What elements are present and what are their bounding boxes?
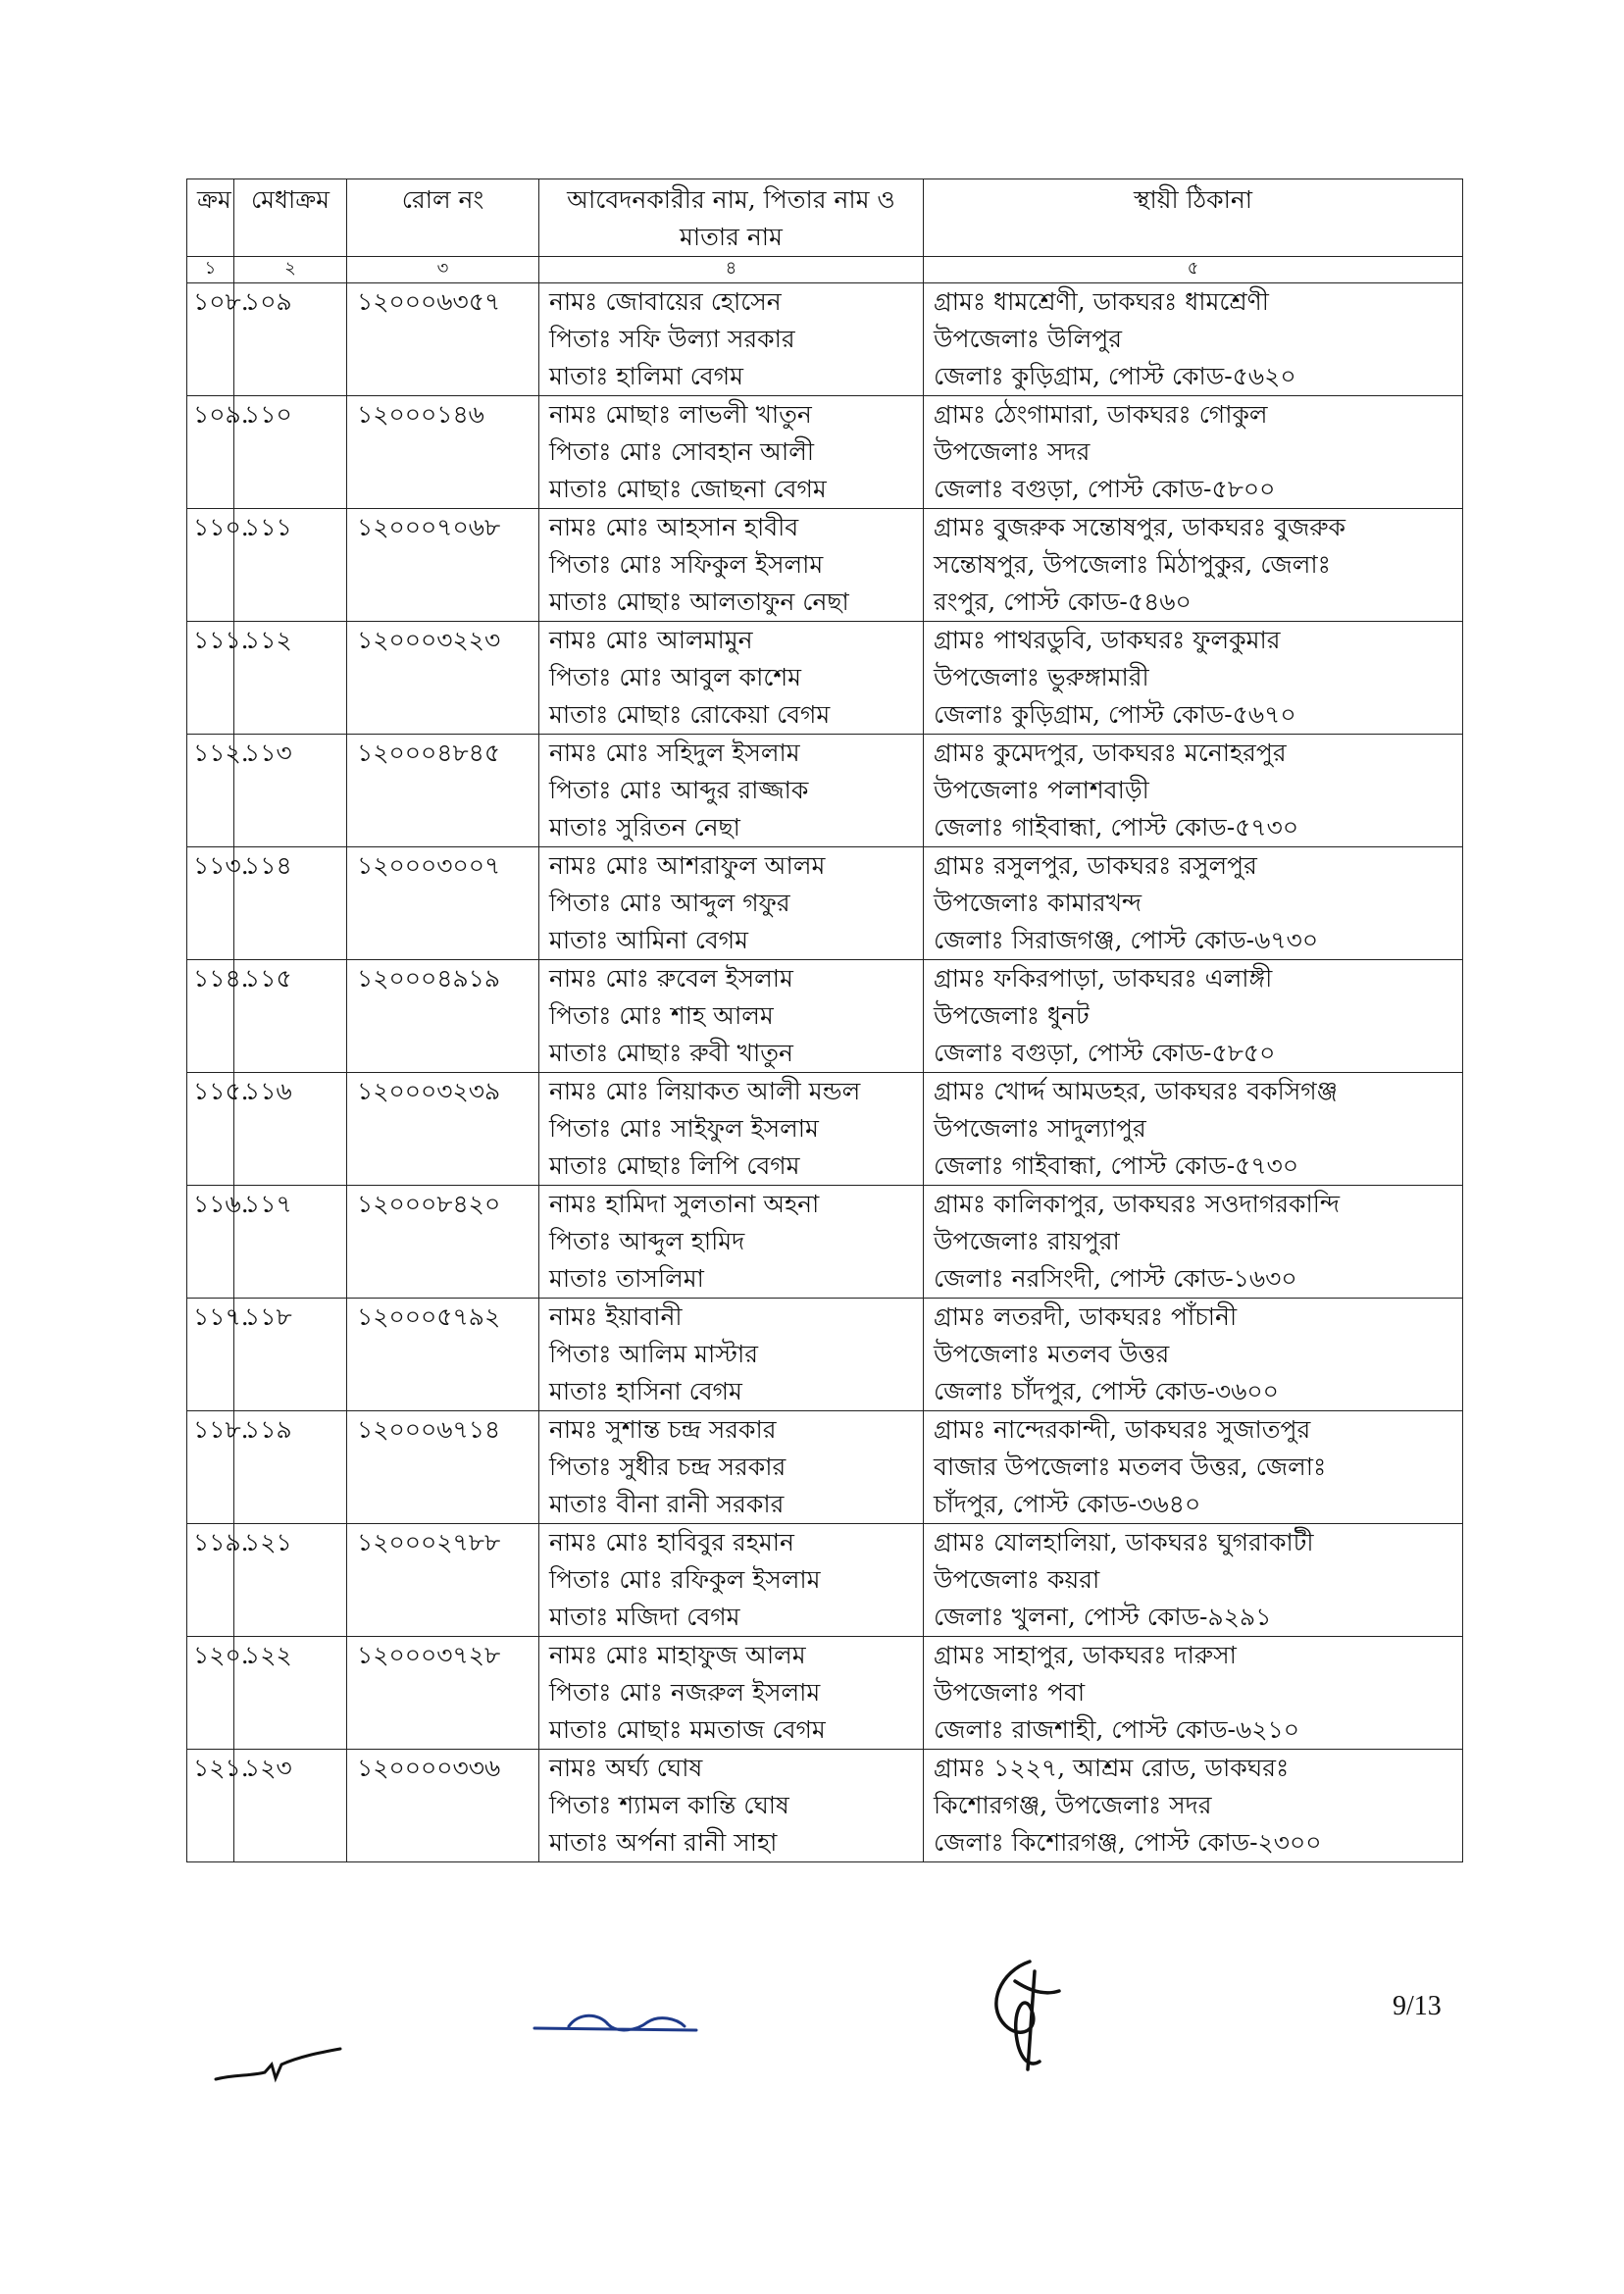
name-cell-line: মাতাঃ মোছাঃ লিপি বেগম xyxy=(549,1151,800,1180)
roll-cell-line: ১২০০০৩২৩৯ xyxy=(357,1077,501,1105)
address-cell-line: জেলাঃ রাজশাহী, পোস্ট কোড-৬২১০ xyxy=(934,1715,1299,1744)
serial-cell xyxy=(187,396,249,509)
column-number: ৫ xyxy=(924,257,1463,283)
merit-cell xyxy=(234,396,347,509)
address-cell xyxy=(924,960,1463,1073)
address-cell-line: সন্তোষপুর, উপজেলাঃ মিঠাপুকুর, জেলাঃ xyxy=(934,550,1331,579)
roll-cell xyxy=(347,1637,539,1750)
address-cell xyxy=(924,1073,1463,1186)
applicant-table xyxy=(186,178,1463,1862)
address-cell-line: জেলাঃ গাইবান্ধা, পোস্ট কোড-৫৭৩০ xyxy=(934,813,1299,841)
table-row xyxy=(187,1186,1463,1299)
column-number: ২ xyxy=(234,257,347,283)
column-number: ১ xyxy=(187,257,234,283)
table-row xyxy=(187,1299,1463,1411)
name-cell-line: পিতাঃ সফি উল্যা সরকার xyxy=(549,325,795,353)
merit-cell-line: ১২২ xyxy=(244,1641,292,1669)
header-serial: ক্রম xyxy=(187,179,234,257)
address-cell-line: উপজেলাঃ কয়রা xyxy=(934,1565,1100,1594)
roll-cell xyxy=(347,735,539,847)
merit-cell xyxy=(234,622,347,735)
roll-cell-line: ১২০০০০৩৩৬ xyxy=(357,1754,501,1782)
serial-cell xyxy=(187,1299,249,1411)
name-cell-line: নামঃ হামিদা সুলতানা অহনা xyxy=(549,1190,820,1218)
serial-cell-line: ১১৬. xyxy=(193,1190,249,1218)
name-cell-line: পিতাঃ মোঃ সাইফুল ইসলাম xyxy=(549,1114,819,1143)
roll-cell xyxy=(347,622,539,735)
merit-cell-line: ১০৯ xyxy=(244,287,292,316)
roll-cell-line: ১২০০০৪৯১৯ xyxy=(357,964,501,993)
page-number: 9/13 xyxy=(1393,1991,1442,2021)
address-cell-line: জেলাঃ সিরাজগঞ্জ, পোস্ট কোড-৬৭৩০ xyxy=(934,926,1319,954)
address-cell xyxy=(924,1524,1463,1637)
roll-cell xyxy=(347,1411,539,1524)
serial-cell-line: ১০৯. xyxy=(193,400,249,429)
address-cell xyxy=(924,1637,1463,1750)
merit-cell xyxy=(234,509,347,622)
serial-cell xyxy=(187,960,249,1073)
name-cell-line: মাতাঃ মোছাঃ রুবী খাতুন xyxy=(549,1039,793,1067)
merit-cell xyxy=(234,847,347,960)
name-cell xyxy=(539,960,924,1073)
merit-cell xyxy=(234,960,347,1073)
serial-cell-line: ১১১. xyxy=(193,626,249,654)
roll-cell-line: ১২০০০৪৮৪৫ xyxy=(357,739,501,767)
address-cell-line: জেলাঃ চাঁদপুর, পোস্ট কোড-৩৬০০ xyxy=(934,1377,1279,1405)
address-cell-line: উপজেলাঃ মতলব উত্তর xyxy=(934,1340,1170,1368)
address-cell xyxy=(924,396,1463,509)
address-cell-line: জেলাঃ কিশোরগঞ্জ, পোস্ট কোড-২৩০০ xyxy=(934,1828,1322,1857)
merit-cell-line: ১২১ xyxy=(244,1528,292,1556)
roll-cell-line: ১২০০০৬৭১৪ xyxy=(357,1415,501,1444)
signature-mark xyxy=(971,1952,1079,2079)
address-cell-line: রংপুর, পোস্ট কোড-৫৪৬০ xyxy=(934,587,1192,616)
serial-cell-line: ১১৫. xyxy=(193,1077,249,1105)
address-cell-line: গ্রামঃ রসুলপুর, ডাকঘরঃ রসুলপুর xyxy=(934,851,1257,880)
address-cell-line: বাজার উপজেলাঃ মতলব উত্তর, জেলাঃ xyxy=(934,1453,1327,1481)
name-cell-line: মাতাঃ মোছাঃ রোকেয়া বেগম xyxy=(549,700,831,729)
roll-cell xyxy=(347,509,539,622)
name-cell-line: পিতাঃ শ্যামল কান্তি ঘোষ xyxy=(549,1791,789,1819)
address-cell-line: উপজেলাঃ উলিপুর xyxy=(934,325,1122,353)
address-cell-line: উপজেলাঃ পবা xyxy=(934,1678,1086,1707)
address-cell-line: জেলাঃ নরসিংদী, পোস্ট কোড-১৬৩০ xyxy=(934,1264,1297,1293)
table-row xyxy=(187,735,1463,847)
address-cell-line: গ্রামঃ বুজরুক সন্তোষপুর, ডাকঘরঃ বুজরুক xyxy=(934,513,1346,541)
name-cell-line: পিতাঃ মোঃ শাহ আলম xyxy=(549,1001,774,1030)
name-cell xyxy=(539,847,924,960)
address-cell-line: চাঁদপুর, পোস্ট কোড-৩৬৪০ xyxy=(934,1490,1201,1518)
name-cell xyxy=(539,1750,924,1862)
name-cell-line: মাতাঃ হাসিনা বেগম xyxy=(549,1377,742,1405)
serial-cell xyxy=(187,509,249,622)
address-cell-line: কিশোরগঞ্জ, উপজেলাঃ সদর xyxy=(934,1791,1212,1819)
table-body xyxy=(187,283,1463,1862)
address-cell-line: জেলাঃ বগুড়া, পোস্ট কোড-৫৮০০ xyxy=(934,475,1276,503)
address-cell-line: জেলাঃ গাইবান্ধা, পোস্ট কোড-৫৭৩০ xyxy=(934,1151,1299,1180)
name-cell-line: পিতাঃ মোঃ আবুল কাশেম xyxy=(549,663,802,691)
name-cell-line: নামঃ মোঃ রুবেল ইসলাম xyxy=(549,964,793,993)
merit-cell-line: ১১৩ xyxy=(244,739,292,767)
serial-cell xyxy=(187,1637,249,1750)
roll-cell-line: ১২০০০৩৭২৮ xyxy=(357,1641,501,1669)
address-cell-line: গ্রামঃ ঠেংগামারা, ডাকঘরঃ গোকুল xyxy=(934,400,1268,429)
header-roll: রোল নং xyxy=(347,179,539,257)
roll-cell xyxy=(347,1524,539,1637)
name-cell-line: নামঃ মোঃ আশরাফুল আলম xyxy=(549,851,826,880)
merit-cell-line: ১১৮ xyxy=(244,1302,292,1331)
address-cell xyxy=(924,283,1463,396)
serial-cell xyxy=(187,1073,249,1186)
merit-cell xyxy=(234,1637,347,1750)
table-row xyxy=(187,509,1463,622)
roll-cell-line: ১২০০০৮৪২০ xyxy=(357,1190,501,1218)
name-cell-line: মাতাঃ মোছাঃ মমতাজ বেগম xyxy=(549,1715,826,1744)
signature-mark xyxy=(211,2035,348,2094)
name-cell xyxy=(539,1073,924,1186)
address-cell-line: গ্রামঃ যোলহালিয়া, ডাকঘরঃ ঘুগরাকাটী xyxy=(934,1528,1314,1556)
name-cell xyxy=(539,1299,924,1411)
name-cell-line: মাতাঃ মোছাঃ আলতাফুন নেছা xyxy=(549,587,849,616)
name-cell-line: নামঃ মোঃ সহিদুল ইসলাম xyxy=(549,739,800,767)
address-cell-line: জেলাঃ কুড়িগ্রাম, পোস্ট কোড-৫৬৭০ xyxy=(934,700,1296,729)
name-cell-line: নামঃ মোঃ হাবিবুর রহমান xyxy=(549,1528,794,1556)
header-address: স্থায়ী ঠিকানা xyxy=(924,179,1463,257)
name-cell xyxy=(539,622,924,735)
address-cell-line: জেলাঃ কুড়িগ্রাম, পোস্ট কোড-৫৬২০ xyxy=(934,362,1296,390)
name-cell-line: নামঃ মোঃ মাহাফুজ আলম xyxy=(549,1641,806,1669)
table-row xyxy=(187,283,1463,396)
name-cell-line: মাতাঃ অর্পনা রানী সাহা xyxy=(549,1828,778,1857)
name-cell xyxy=(539,1186,924,1299)
name-cell-line: পিতাঃ মোঃ রফিকুল ইসলাম xyxy=(549,1565,821,1594)
serial-cell xyxy=(187,735,249,847)
address-cell xyxy=(924,1299,1463,1411)
serial-cell-line: ১১৮. xyxy=(193,1415,249,1444)
table-row xyxy=(187,1411,1463,1524)
roll-cell-line: ১২০০০৩২২৩ xyxy=(357,626,501,654)
serial-cell xyxy=(187,1750,249,1862)
name-cell-line: নামঃ মোছাঃ লাভলী খাতুন xyxy=(549,400,812,429)
merit-cell-line: ১১৫ xyxy=(244,964,292,993)
signature-mark xyxy=(530,2001,706,2040)
column-number: ৩ xyxy=(347,257,539,283)
name-cell xyxy=(539,509,924,622)
address-cell-line: উপজেলাঃ সাদুল্যাপুর xyxy=(934,1114,1146,1143)
serial-cell xyxy=(187,1524,249,1637)
address-cell xyxy=(924,622,1463,735)
name-cell-line: নামঃ ইয়াবানী xyxy=(549,1302,683,1331)
merit-cell-line: ১১৬ xyxy=(244,1077,292,1105)
address-cell-line: গ্রামঃ নান্দেরকান্দী, ডাকঘরঃ সুজাতপুর xyxy=(934,1415,1311,1444)
address-cell-line: উপজেলাঃ রায়পুরা xyxy=(934,1227,1120,1255)
table-row xyxy=(187,847,1463,960)
roll-cell-line: ১২০০০১৪৬ xyxy=(357,400,484,429)
name-cell xyxy=(539,1637,924,1750)
name-cell-line: পিতাঃ সুধীর চন্দ্র সরকার xyxy=(549,1453,787,1481)
table-row xyxy=(187,1073,1463,1186)
serial-cell-line: ১০৮. xyxy=(193,287,249,316)
name-cell-line: নামঃ মোঃ আলমামুন xyxy=(549,626,753,654)
name-cell xyxy=(539,735,924,847)
address-cell-line: গ্রামঃ ফকিরপাড়া, ডাকঘরঃ এলাঙ্গী xyxy=(934,964,1273,993)
serial-cell-line: ১২১. xyxy=(193,1754,249,1782)
roll-cell-line: ১২০০০৭০৬৮ xyxy=(357,513,501,541)
address-cell-line: গ্রামঃ লতরদী, ডাকঘরঃ পাঁচানী xyxy=(934,1302,1238,1331)
address-cell-line: গ্রামঃ সাহাপুর, ডাকঘরঃ দারুসা xyxy=(934,1641,1237,1669)
address-cell xyxy=(924,735,1463,847)
table-row xyxy=(187,622,1463,735)
name-cell-line: পিতাঃ মোঃ সফিকুল ইসলাম xyxy=(549,550,824,579)
address-cell-line: জেলাঃ বগুড়া, পোস্ট কোড-৫৮৫০ xyxy=(934,1039,1276,1067)
name-cell-line: পিতাঃ আব্দুল হামিদ xyxy=(549,1227,745,1255)
address-cell-line: উপজেলাঃ সদর xyxy=(934,437,1091,466)
roll-cell xyxy=(347,1299,539,1411)
name-cell-line: পিতাঃ মোঃ আব্দুল গফুর xyxy=(549,889,790,917)
merit-cell xyxy=(234,1186,347,1299)
merit-cell-line: ১১০ xyxy=(244,400,292,429)
address-cell-line: গ্রামঃ কালিকাপুর, ডাকঘরঃ সওদাগরকান্দি xyxy=(934,1190,1341,1218)
merit-cell-line: ১১৭ xyxy=(244,1190,292,1218)
address-cell-line: উপজেলাঃ পলাশবাড়ী xyxy=(934,776,1149,804)
merit-cell-line: ১১২ xyxy=(244,626,292,654)
name-cell-line: নামঃ জোবায়ের হোসেন xyxy=(549,287,782,316)
merit-cell-line: ১২৩ xyxy=(244,1754,292,1782)
merit-cell-line: ১১৯ xyxy=(244,1415,292,1444)
address-cell-line: গ্রামঃ কুমেদপুর, ডাকঘরঃ মনোহরপুর xyxy=(934,739,1287,767)
address-cell-line: গ্রামঃ পাথরডুবি, ডাকঘরঃ ফুলকুমার xyxy=(934,626,1281,654)
table-row xyxy=(187,960,1463,1073)
name-cell-line: নামঃ মোঃ লিয়াকত আলী মন্ডল xyxy=(549,1077,861,1105)
serial-cell xyxy=(187,1186,249,1299)
name-cell xyxy=(539,1411,924,1524)
name-cell-line: মাতাঃ তাসলিমা xyxy=(549,1264,704,1293)
column-number: ৪ xyxy=(539,257,924,283)
name-cell xyxy=(539,283,924,396)
name-cell xyxy=(539,1524,924,1637)
address-cell xyxy=(924,1186,1463,1299)
name-cell-line: পিতাঃ মোঃ নজরুল ইসলাম xyxy=(549,1678,821,1707)
roll-cell-line: ১২০০০২৭৮৮ xyxy=(357,1528,501,1556)
address-cell xyxy=(924,1411,1463,1524)
address-cell xyxy=(924,847,1463,960)
address-cell-line: গ্রামঃ ধামশ্রেণী, ডাকঘরঃ ধামশ্রেণী xyxy=(934,287,1269,316)
name-cell-line: মাতাঃ সুরিতন নেছা xyxy=(549,813,740,841)
roll-cell xyxy=(347,283,539,396)
serial-cell-line: ১১০. xyxy=(193,513,249,541)
serial-cell xyxy=(187,283,249,396)
name-cell-line: নামঃ মোঃ আহসান হাবীব xyxy=(549,513,799,541)
roll-cell xyxy=(347,1750,539,1862)
merit-cell xyxy=(234,283,347,396)
name-cell-line: নামঃ সুশান্ত চন্দ্র সরকার xyxy=(549,1415,777,1444)
merit-cell-line: ১১৪ xyxy=(244,851,292,880)
address-cell xyxy=(924,509,1463,622)
roll-cell xyxy=(347,847,539,960)
address-cell-line: জেলাঃ খুলনা, পোস্ট কোড-৯২৯১ xyxy=(934,1603,1272,1631)
roll-cell xyxy=(347,396,539,509)
serial-cell xyxy=(187,1411,249,1524)
table-row xyxy=(187,1750,1463,1862)
table-row xyxy=(187,1637,1463,1750)
address-cell-line: উপজেলাঃ ভুরুঙ্গামারী xyxy=(934,663,1149,691)
roll-cell-line: ১২০০০৩০০৭ xyxy=(357,851,501,880)
roll-cell-line: ১২০০০৫৭৯২ xyxy=(357,1302,501,1331)
roll-cell xyxy=(347,960,539,1073)
serial-cell xyxy=(187,847,249,960)
name-cell-line: মাতাঃ বীনা রানী সরকার xyxy=(549,1490,785,1518)
header-merit: মেধাক্রম xyxy=(234,179,347,257)
name-cell-line: নামঃ অর্ঘ্য ঘোষ xyxy=(549,1754,703,1782)
header-row xyxy=(187,179,1463,257)
table-row xyxy=(187,396,1463,509)
merit-cell-line: ১১১ xyxy=(244,513,292,541)
roll-cell xyxy=(347,1073,539,1186)
roll-cell-line: ১২০০০৬৩৫৭ xyxy=(357,287,501,316)
merit-cell xyxy=(234,1411,347,1524)
serial-cell-line: ১১৭. xyxy=(193,1302,249,1331)
address-cell xyxy=(924,1750,1463,1862)
merit-cell xyxy=(234,1524,347,1637)
header-name: আবেদনকারীর নাম, পিতার নাম ও মাতার নাম xyxy=(539,179,924,257)
name-cell-line: মাতাঃ হালিমা বেগম xyxy=(549,362,743,390)
address-cell-line: উপজেলাঃ ধুনট xyxy=(934,1001,1090,1030)
address-cell-line: গ্রামঃ ১২২৭, আশ্রম রোড, ডাকঘরঃ xyxy=(934,1754,1290,1782)
serial-cell-line: ১১৩. xyxy=(193,851,249,880)
name-cell-line: মাতাঃ আমিনা বেগম xyxy=(549,926,749,954)
merit-cell xyxy=(234,1750,347,1862)
name-cell-line: পিতাঃ মোঃ সোবহান আলী xyxy=(549,437,814,466)
name-cell-line: মাতাঃ মজিদা বেগম xyxy=(549,1603,740,1631)
serial-cell-line: ১১২. xyxy=(193,739,249,767)
address-cell-line: গ্রামঃ খোর্দ্দ আমডহর, ডাকঘরঃ বকসিগঞ্জ xyxy=(934,1077,1339,1105)
serial-cell-line: ১২০. xyxy=(193,1641,249,1669)
serial-cell-line: ১১৯. xyxy=(193,1528,249,1556)
name-cell xyxy=(539,396,924,509)
roll-cell xyxy=(347,1186,539,1299)
serial-cell xyxy=(187,622,249,735)
serial-cell-line: ১১৪. xyxy=(193,964,249,993)
merit-cell xyxy=(234,1073,347,1186)
name-cell-line: পিতাঃ মোঃ আব্দুর রাজ্জাক xyxy=(549,776,809,804)
name-cell-line: পিতাঃ আলিম মাস্টার xyxy=(549,1340,759,1368)
merit-cell xyxy=(234,735,347,847)
name-cell-line: মাতাঃ মোছাঃ জোছনা বেগম xyxy=(549,475,827,503)
merit-cell xyxy=(234,1299,347,1411)
address-cell-line: উপজেলাঃ কামারখন্দ xyxy=(934,889,1142,917)
column-number-row xyxy=(187,257,1463,283)
table-row xyxy=(187,1524,1463,1637)
